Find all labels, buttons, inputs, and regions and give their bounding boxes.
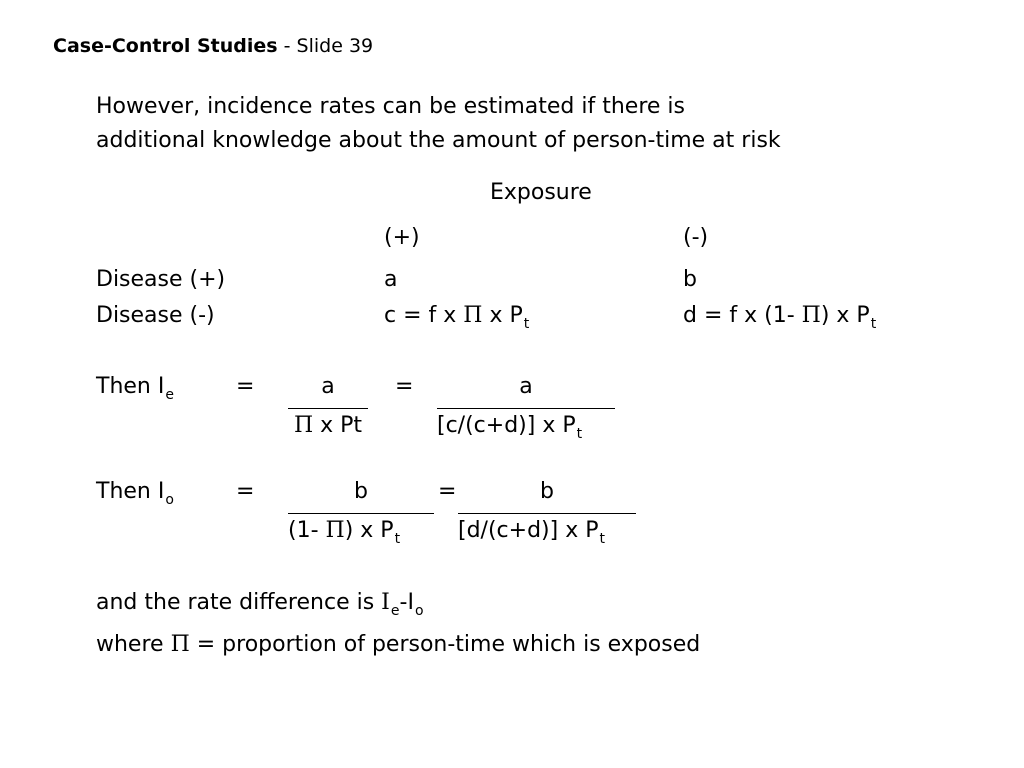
slide-title-rest: - Slide 39 [277, 35, 374, 57]
ie-fraction-2-numerator: a [437, 376, 615, 409]
ie-equals-2: = [395, 374, 414, 399]
io-fraction-2-numerator: b [458, 481, 636, 514]
pi-definition-line: where Π = proportion of person-time which is exposed [96, 632, 701, 657]
io-fraction-1-denominator: (1- Π) x $P_t$ [288, 518, 401, 547]
row-disease-positive-label: Disease (+) [96, 267, 226, 292]
ie-fraction-2 [437, 374, 615, 442]
intro-line-1: However, incidence rates can be estimated if there is [96, 94, 685, 119]
col-exposure-positive: (+) [384, 225, 420, 250]
exposure-header: Exposure [490, 180, 592, 205]
io-label: Then $I_o$ [96, 479, 174, 508]
cell-a: a [384, 267, 398, 292]
io-equals-2: = [438, 479, 457, 504]
ie-fraction-1-numerator: a [288, 376, 368, 409]
col-exposure-negative: (-) [683, 225, 709, 250]
slide-title [53, 37, 373, 56]
intro-line-2: additional knowledge about the amount of person-time at risk [96, 128, 781, 153]
ie-equals-1: = [236, 374, 255, 399]
io-fraction-2-denominator: [d/(c+d)] x $P_t$ [458, 518, 605, 547]
io-fraction-2 [458, 479, 636, 547]
rate-difference-line: and the rate difference is $I_e-I_o$ [96, 590, 424, 619]
pi-symbol: Π [463, 303, 483, 328]
io-fraction-1 [288, 479, 434, 547]
ie-fraction-1 [288, 376, 368, 437]
pi-symbol: Π [170, 632, 190, 657]
cell-d: d = f x (1- Π) x $P_t$ [683, 303, 877, 332]
pi-symbol: Π [801, 303, 821, 328]
ie-label: Then $I_e$ [96, 374, 174, 403]
slide-title-bold: Case-Control Studies [53, 35, 278, 57]
cell-c: c = f x Π x $P_t$ [384, 303, 530, 332]
row-disease-negative-label: Disease (-) [96, 303, 215, 328]
cell-b: b [683, 267, 697, 292]
ie-fraction-1-denominator: Π x Pt [293, 413, 363, 438]
io-equals-1: = [236, 479, 255, 504]
io-fraction-1-numerator: b [288, 481, 434, 514]
ie-fraction-2-denominator: [c/(c+d)] x $P_t$ [437, 413, 583, 442]
